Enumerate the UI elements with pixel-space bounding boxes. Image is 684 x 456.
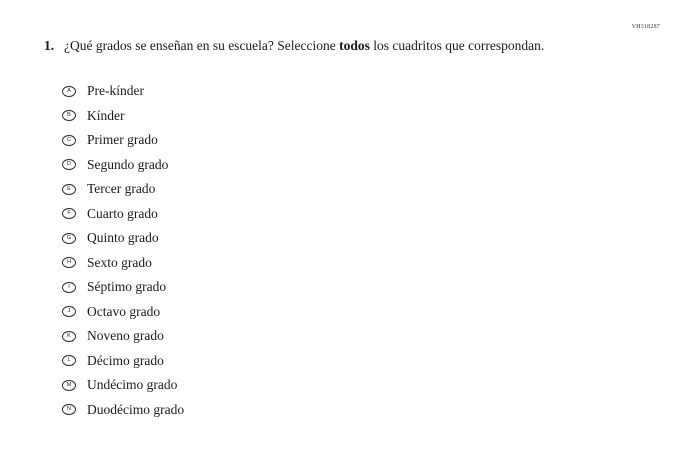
option-label: Noveno grado xyxy=(87,328,164,344)
question-text-end: los cuadritos que correspondan. xyxy=(369,38,545,53)
answer-bubble[interactable]: A xyxy=(62,86,76,97)
answer-bubble[interactable]: K xyxy=(62,331,76,342)
option-kinder[interactable] xyxy=(62,104,184,129)
option-segundo-grado[interactable] xyxy=(62,153,184,178)
option-label: Décimo grado xyxy=(87,352,164,368)
form-id: VH318287 xyxy=(631,24,660,30)
option-duodecimo-grado[interactable] xyxy=(62,398,184,423)
option-label: Kínder xyxy=(87,107,125,123)
answer-bubble[interactable]: B xyxy=(62,110,76,121)
option-quinto-grado[interactable] xyxy=(62,226,184,251)
question-text-start: ¿Qué grados se enseñan en su escuela? Seleccione xyxy=(64,38,340,53)
option-label: Primer grado xyxy=(87,132,158,148)
option-label: Pre-kínder xyxy=(87,83,144,99)
answer-bubble[interactable]: G xyxy=(62,233,76,244)
option-label: Séptimo grado xyxy=(87,279,167,295)
option-label: Quinto grado xyxy=(87,230,159,246)
option-octavo-grado[interactable] xyxy=(62,300,184,325)
question-text-emphasis: todos xyxy=(339,38,370,53)
option-cuarto-grado[interactable] xyxy=(62,202,184,227)
option-pre-kinder[interactable] xyxy=(62,79,184,104)
answer-bubble[interactable]: D xyxy=(62,159,76,170)
option-decimo-grado[interactable] xyxy=(62,349,184,374)
option-septimo-grado[interactable] xyxy=(62,275,184,300)
option-noveno-grado[interactable] xyxy=(62,324,184,349)
answer-bubble[interactable]: L xyxy=(62,355,76,366)
option-undecimo-grado[interactable] xyxy=(62,373,184,398)
option-label: Duodécimo grado xyxy=(87,401,185,417)
answer-bubble[interactable]: C xyxy=(62,135,76,146)
answer-bubble[interactable]: E xyxy=(62,184,76,195)
option-label: Tercer grado xyxy=(87,181,156,197)
option-primer-grado[interactable] xyxy=(62,128,184,153)
answer-bubble[interactable]: F xyxy=(62,208,76,219)
question-number: 1. xyxy=(44,38,55,53)
option-tercer-grado[interactable] xyxy=(62,177,184,202)
answer-bubble[interactable]: N xyxy=(62,404,76,415)
option-label: Octavo grado xyxy=(87,303,161,319)
question-text xyxy=(64,38,564,53)
option-label: Undécimo grado xyxy=(87,377,178,393)
option-label: Cuarto grado xyxy=(87,205,158,221)
option-label: Sexto grado xyxy=(87,254,152,270)
option-label: Segundo grado xyxy=(87,156,169,172)
answer-options xyxy=(62,79,184,422)
answer-bubble[interactable]: M xyxy=(62,380,76,391)
answer-bubble[interactable]: I xyxy=(62,282,76,293)
option-sexto-grado[interactable] xyxy=(62,251,184,276)
answer-bubble[interactable]: J xyxy=(62,306,76,317)
answer-bubble[interactable]: H xyxy=(62,257,76,268)
question xyxy=(44,38,564,53)
